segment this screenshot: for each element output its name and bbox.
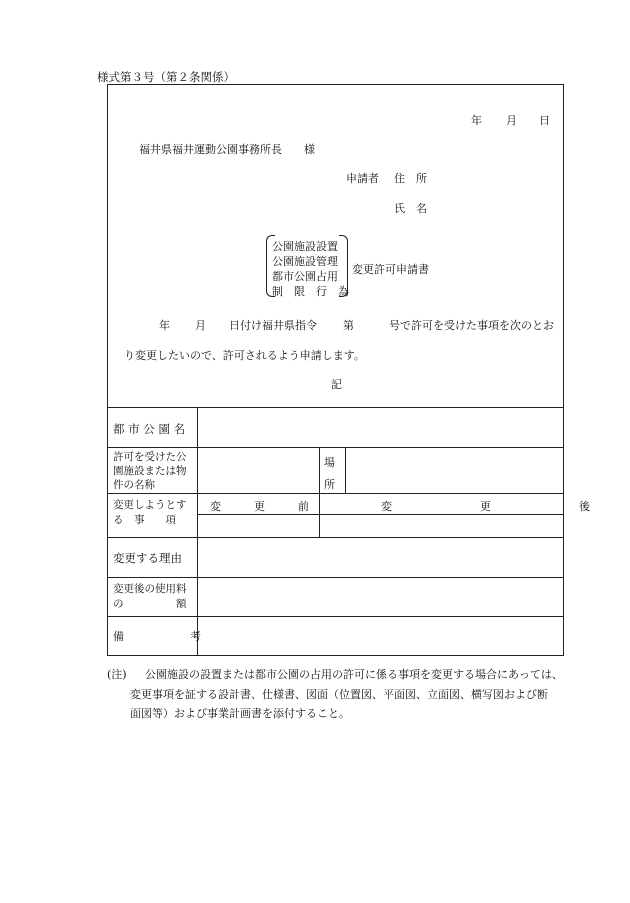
body-number-prefix: 第 [343, 319, 354, 332]
row-line-2b [197, 514, 564, 515]
date-day: 日 [539, 114, 550, 127]
applicant-label: 申請者 [346, 172, 379, 185]
note-marker: (注) [107, 668, 127, 681]
addressee: 福井県福井運動公園事務所長 様 [139, 143, 315, 156]
application-type-1: 公園施設設置 [272, 240, 338, 253]
date-month: 月 [506, 114, 517, 127]
date-year: 年 [471, 114, 482, 127]
place-label-bottom: 所 [324, 478, 335, 491]
middle-column-line [319, 447, 320, 537]
facility-name-label: 許可を受けた公園施設または物件の名称 [113, 451, 187, 491]
form-title: 様式第３号（第２条関係） [97, 70, 235, 84]
body-year: 年 [159, 319, 170, 332]
application-title: 変更許可申請書 [352, 263, 429, 276]
note-line-3: 面図等）および事業計画書を添付すること。 [130, 707, 350, 720]
remarks-label: 備 考 [113, 630, 201, 643]
body-line2: り変更したいので、許可されるよう申請します。 [124, 349, 365, 362]
application-form-box [107, 84, 564, 656]
row-line-4 [107, 577, 564, 578]
row-line-3 [107, 537, 564, 538]
body-number-suffix: 号で許可を受けた事項を次のとお [389, 319, 554, 332]
application-type-2: 公園施設管理 [272, 255, 338, 268]
reason-label: 変更する理由 [113, 551, 182, 565]
label-column-line [197, 407, 198, 656]
applicant-name-label: 氏 名 [394, 202, 427, 215]
change-items-label: 変更しようとする 事 項 [113, 499, 187, 526]
before-change-label: 変 更 前 [210, 500, 309, 513]
application-type-4: 制 限 行 為 [272, 285, 349, 298]
applicant-address-label: 住 所 [394, 172, 427, 185]
body-day-directive: 日付け福井県指令 [229, 319, 317, 332]
row-line-1 [107, 447, 564, 448]
park-name-label: 都 市 公 園 名 [113, 422, 186, 436]
note-line-2: 変更事項を証する設計書、仕様書、図面（位置図、平面図、立面図、横写図および断 [130, 688, 548, 701]
ki-label: 記 [331, 378, 342, 391]
fee-label: 変更後の使用料の 額 [113, 583, 187, 610]
table-top-line [107, 407, 564, 408]
place-column-line [345, 447, 346, 493]
place-label-top: 場 [324, 456, 335, 469]
row-line-2 [107, 493, 564, 494]
note-line-1: 公園施設の設置または都市公園の占用の許可に係る事項を変更する場合にあっては、 [145, 668, 563, 681]
application-type-3: 都市公園占用 [272, 270, 338, 283]
body-month: 月 [195, 319, 206, 332]
after-change-label: 変 更 後 [381, 500, 590, 513]
row-line-5 [107, 616, 564, 617]
